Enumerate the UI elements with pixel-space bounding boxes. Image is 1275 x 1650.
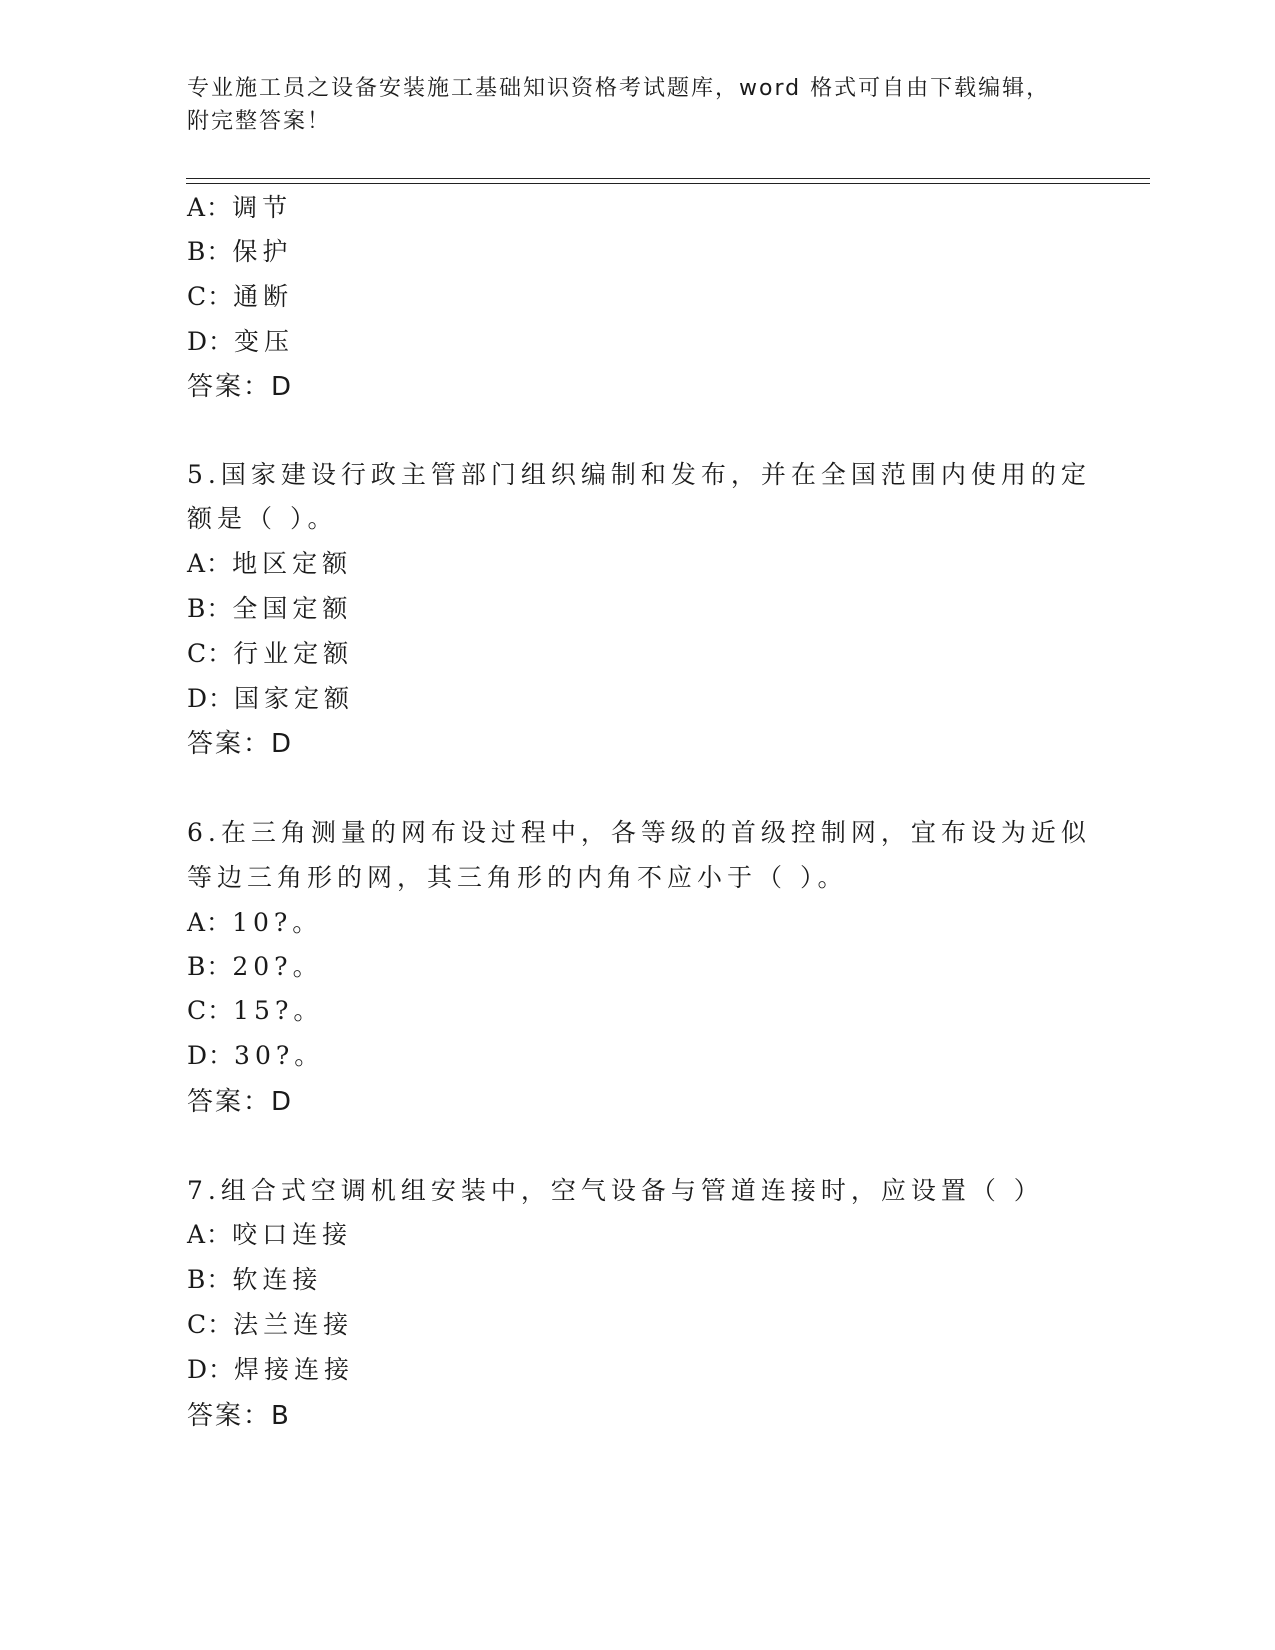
option-letter: A： [187,193,233,222]
header-line-2: 附完整答案！ [187,109,332,134]
question-5-answer: 答案：D [187,729,294,759]
question-6-answer: 答案：D [187,1087,294,1117]
option-text: 20?。 [232,952,323,981]
document-header [187,72,1067,138]
option-text: 法兰连接 [233,1310,354,1339]
option-letter: D： [187,1355,235,1384]
option-letter: C： [187,1310,234,1339]
option-text: 变压 [234,327,295,356]
option-letter: A： [187,549,233,578]
question-5-stem-line-2: 额是（ ）。 [187,504,338,533]
question-4-option-d [187,322,294,358]
question-6-option-d [187,1036,324,1072]
option-letter: B： [187,237,233,266]
header-line-1: 专业施工员之设备安装施工基础知识资格考试题库，word 格式可自由下载编辑， [187,76,1051,101]
option-text: 全国定额 [232,594,353,623]
question-6-stem-line-1: 6.在三角测量的网布设过程中，各等级的首级控制网，宜布设为近似 [187,818,1091,847]
question-5-option-d [187,679,354,715]
question-6-option-c [187,991,323,1027]
option-text: 软连接 [232,1265,323,1294]
option-letter: D： [187,327,235,356]
option-letter: D： [187,684,235,713]
header-divider-top [186,178,1150,179]
question-7-stem-line-1: 7.组合式空调机组安装中，空气设备与管道连接时，应设置（ ） [187,1176,1044,1205]
option-letter: C： [187,996,234,1025]
question-5-option-c [187,634,353,670]
option-text: 焊接连接 [234,1355,355,1384]
option-letter: C： [187,282,234,311]
question-4-option-b [187,232,292,268]
option-text: 通断 [233,282,294,311]
question-4-option-a [187,188,292,224]
question-6-stem-line-2: 等边三角形的网，其三角形的内角不应小于（ ）。 [187,863,848,892]
option-text: 行业定额 [233,639,354,668]
question-5-option-a [187,544,352,580]
question-7-option-b [187,1260,322,1296]
question-4-option-c [187,277,293,313]
option-text: 国家定额 [234,684,355,713]
question-7-answer: 答案：B [187,1401,291,1431]
question-7-option-c [187,1305,353,1341]
option-letter: A： [187,1220,233,1249]
option-text: 保护 [232,237,293,266]
question-7-option-a [187,1215,352,1251]
option-letter: A： [187,908,233,937]
header-divider-bottom [186,183,1150,184]
question-6-option-b [187,947,323,983]
option-text: 30?。 [234,1041,325,1070]
question-5-stem-line-1: 5.国家建设行政主管部门组织编制和发布，并在全国范围内使用的定 [187,460,1091,489]
option-text: 10?。 [232,908,323,937]
question-6-option-a [187,903,322,939]
question-7-option-d [187,1350,354,1386]
option-letter: B： [187,594,233,623]
option-letter: C： [187,639,234,668]
option-letter: D： [187,1041,235,1070]
option-text: 15?。 [233,996,324,1025]
option-text: 调节 [232,193,293,222]
question-4-answer: 答案：D [187,372,294,402]
question-5-option-b [187,589,352,625]
option-text: 咬口连接 [232,1220,353,1249]
option-letter: B： [187,952,233,981]
option-letter: B： [187,1265,233,1294]
option-text: 地区定额 [232,549,353,578]
